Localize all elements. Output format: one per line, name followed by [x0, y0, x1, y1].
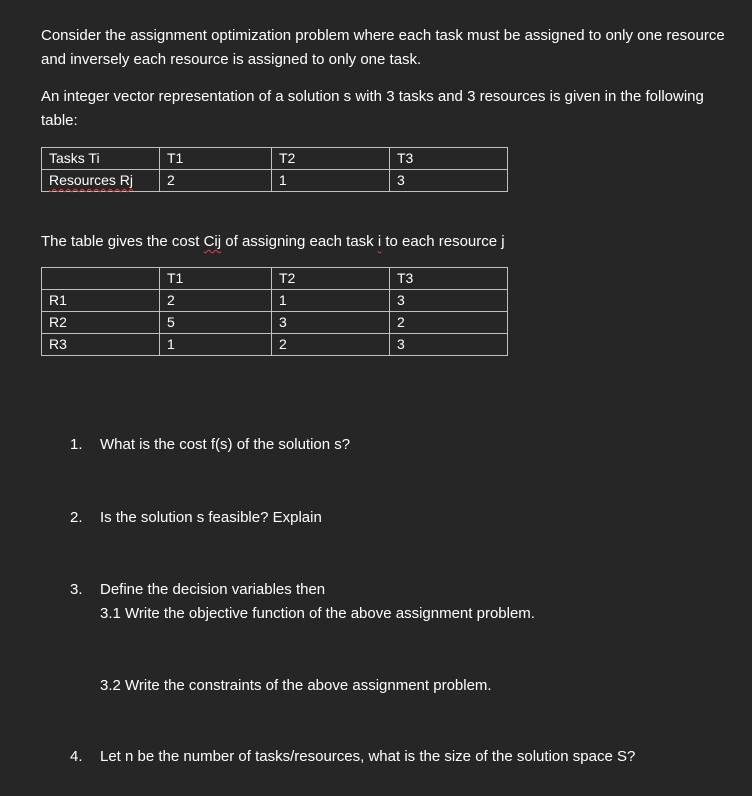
table-cell: 3 — [390, 290, 508, 312]
table-row — [42, 148, 508, 170]
table-cell: T2 — [272, 148, 390, 170]
cost-intro-before: The table gives the cost — [41, 233, 204, 250]
question-2 — [70, 506, 322, 530]
question-number: 2. — [70, 509, 83, 526]
question-3-2: 3.2 Write the constraints of the above assignment problem. — [100, 677, 492, 694]
table-cell: R3 — [42, 334, 160, 356]
table-cell: 2 — [272, 334, 390, 356]
table-cell: 3 — [272, 312, 390, 334]
question-text: Is the solution s feasible? Explain — [100, 509, 322, 526]
table-cell: R2 — [42, 312, 160, 334]
table-cell — [42, 170, 160, 192]
table-row — [42, 290, 508, 312]
table-header-cell — [42, 268, 160, 290]
table-cell: 2 — [160, 290, 272, 312]
cost-intro-middle: of assigning each task — [221, 233, 378, 250]
table-cell: 2 — [160, 170, 272, 192]
table-cell: T1 — [160, 148, 272, 170]
table-row — [42, 170, 508, 192]
question-text: Let n be the number of tasks/resources, what is the size of the solution space S? — [100, 748, 636, 765]
question-number: 1. — [70, 436, 83, 453]
table-header-cell: T1 — [160, 268, 272, 290]
table-cell: T3 — [390, 148, 508, 170]
table-cell: 1 — [272, 290, 390, 312]
cost-intro-after: to each resource j — [381, 233, 505, 250]
solution-table — [41, 147, 508, 192]
question-3-1: 3.1 Write the objective function of the above assignment problem. — [100, 605, 535, 622]
table-cell: 3 — [390, 334, 508, 356]
table-header-cell: T2 — [272, 268, 390, 290]
table-cell: 1 — [160, 334, 272, 356]
task-index: i — [377, 233, 382, 250]
resources-label: Resources Rj — [49, 172, 134, 188]
cost-intro-paragraph — [41, 230, 741, 254]
table-cell: R1 — [42, 290, 160, 312]
table-header-row — [42, 268, 508, 290]
table-header-cell: T3 — [390, 268, 508, 290]
question-number: 3. — [70, 581, 83, 598]
table-cell: 2 — [390, 312, 508, 334]
question-1 — [70, 433, 350, 457]
table-cell: 5 — [160, 312, 272, 334]
table-cell: Tasks Ti — [42, 148, 160, 170]
question-text: Define the decision variables then — [100, 581, 326, 598]
intro-paragraph-2: An integer vector representation of a solution s with 3 tasks and 3 resources is given in the following table: — [41, 88, 704, 129]
intro-paragraph-1: Consider the assignment optimization problem where each task must be assigned to only one resource and inversely each resource is assigned to only one task. — [41, 27, 725, 68]
cost-symbol: Cij — [203, 233, 222, 250]
question-number: 4. — [70, 748, 83, 765]
cost-table — [41, 267, 508, 356]
table-row — [42, 312, 508, 334]
question-3 — [70, 578, 535, 626]
table-row — [42, 334, 508, 356]
question-text: What is the cost f(s) of the solution s? — [100, 436, 351, 453]
question-4 — [70, 745, 635, 769]
table-cell: 1 — [272, 170, 390, 192]
table-cell: 3 — [390, 170, 508, 192]
